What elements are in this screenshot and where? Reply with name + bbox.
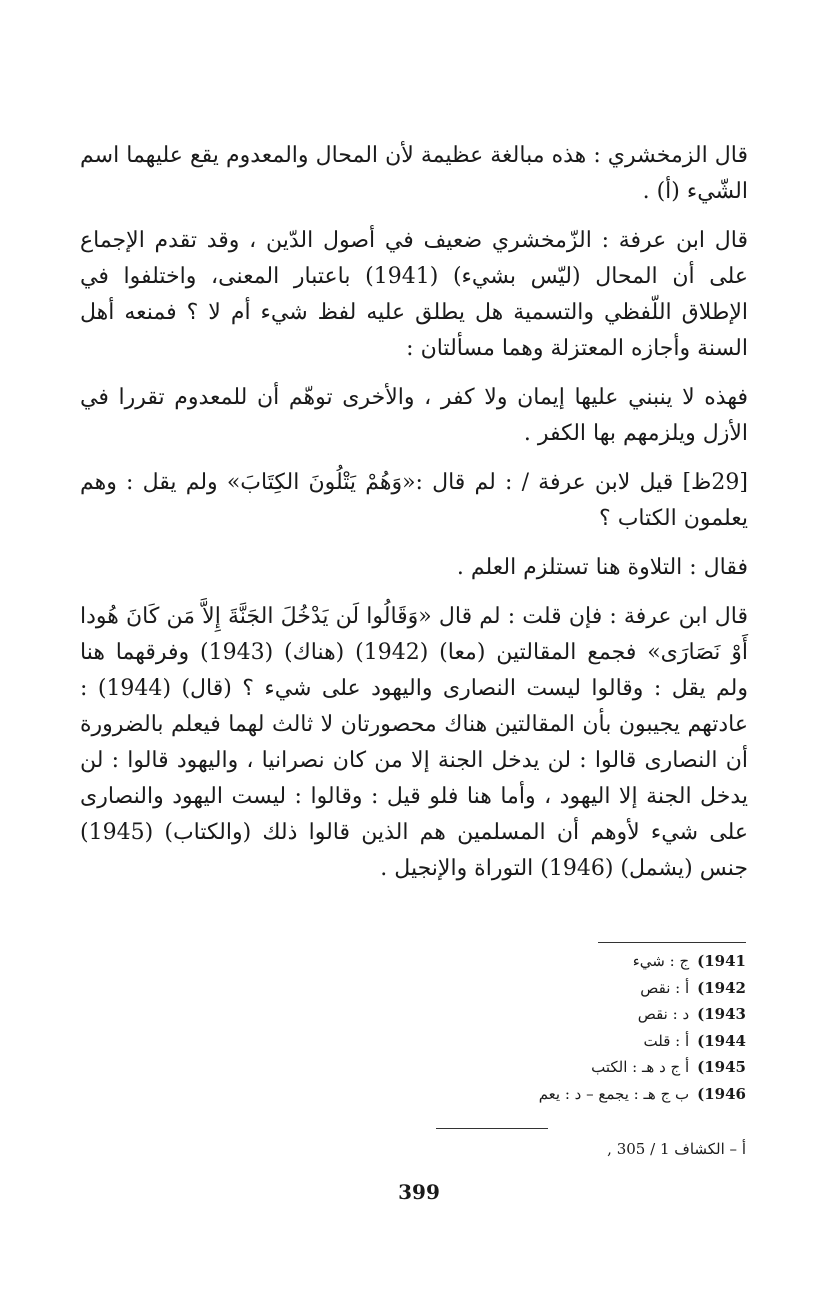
- footnote-text: أ ج د هـ : الكتب: [591, 1058, 690, 1076]
- footnote-item: [539, 1028, 746, 1055]
- paragraph: فهذه لا ينبني عليها إيمان ولا كفر ، والأخرى توهّم أن للمعدوم تقررا في الأزل ويلزمهم بها الكفر .: [80, 385, 748, 446]
- source-separator: [436, 1128, 548, 1129]
- paragraph: قال ابن عرفة : الزّمخشري ضعيف في أصول الدّين ، وقد تقدم الإجماع على أن المحال (ليّس بشيء) (1941) باعتبار المعنى، واختلفوا في الإطلاق اللّفظي والتسمية هل يطلق عليه لفظ شيء أم لا ؟ فمنعه أهل السنة وأجازه المعتزلة وهما مسألتان :: [80, 228, 748, 361]
- footnote-item: [539, 975, 746, 1002]
- footnote-item: [539, 1054, 746, 1081]
- footnote-separator: [598, 942, 746, 943]
- footnote-number: 1942): [697, 978, 746, 997]
- source-note: أ – الكشاف 1 / 305 ,: [607, 1140, 746, 1158]
- footnotes: [539, 948, 746, 1107]
- paragraph: فقال : التلاوة هنا تستلزم العلم .: [456, 555, 748, 580]
- footnote-number: 1943): [697, 1005, 746, 1023]
- footnote-item: [539, 948, 746, 975]
- footnote-text: د : نقص: [637, 1005, 690, 1023]
- paragraph: قال ابن عرفة : فإن قلت : لم قال «وَقَالُوا لَن يَدْخُلَ الجَنَّةَ إِلاَّ مَن كَانَ هُودا أَوْ نَصَارَى» فجمع المقالتين (معا) (1942) (هناك) (1943) وفرقهما هنا ولم يقل : وقالوا ليست النصارى واليهود على شيء ؟ (قال) (1944) : عادتهم يجيبون بأن المقالتين هناك محصورتان لا ثالث لهما فيعلم بالضرورة أن النصارى قالوا : لن يدخل الجنة إلا من كان نصرانيا ، واليهود قالوا : لن يدخل الجنة إلا اليهود ، وأما هنا فلو قيل : وقالوا : ليست اليهود والنصارى على شيء لأوهم أن المسلمين هم الذين قالوا ذلك (والكتاب) (1945) جنس (يشمل) (1946) التوراة والإنجيل .: [80, 604, 749, 881]
- footnote-text: ب ج هـ : يجمع – د : يعم: [538, 1084, 690, 1103]
- footnote-number: 1945): [697, 1058, 746, 1076]
- footnote-number: 1941): [697, 952, 746, 970]
- footnote-item: [539, 1001, 746, 1028]
- footnote-number: 1946): [697, 1084, 746, 1103]
- footnote-text: ج : شيء: [632, 952, 690, 970]
- footnote-text: أ : نقص: [640, 978, 690, 997]
- paragraph: قال الزمخشري : هذه مبالغة عظيمة لأن المحال والمعدوم يقع عليهما اسم الشّيء (أ) .: [80, 143, 748, 204]
- footnote-item: [539, 1081, 746, 1108]
- footnote-number: 1944): [697, 1031, 746, 1050]
- page-number: 399: [398, 1180, 440, 1204]
- main-text: [80, 138, 748, 900]
- paragraph: [29ظ] قيل لابن عرفة / : لم قال :«وَهُمْ يَتْلُونَ الكِتَابَ» ولم يقل : وهم يعلمون الكتاب ؟: [80, 470, 748, 531]
- footnote-text: أ : قلت: [643, 1031, 690, 1050]
